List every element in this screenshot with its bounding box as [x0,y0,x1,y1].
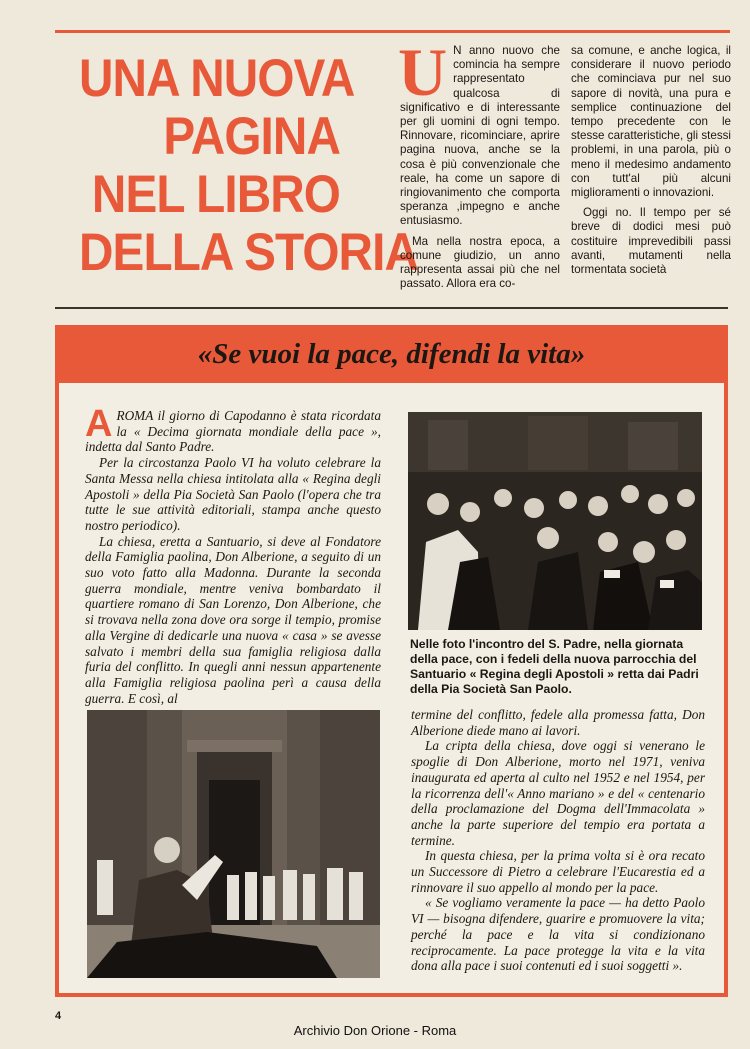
photo-church-image [87,710,380,978]
article-left-p1: ROMA il giorno di Capodanno è stata ricordata la « Decima giornata mondiale della pace », indetta dal Santo Padre. [85,408,381,455]
article-right-column [411,707,705,974]
box-title: «Se vuoi la pace, difendi la vita» [197,338,586,370]
article-dropcap: A [85,403,113,445]
article-left-p2: Per la circostanza Paolo VI ha voluto celebrare la Santa Messa nella chiesa intitolata alla « Regina degli Apostoli » della Pia Società San Paolo (l'opera che tra tutte le sue attività editoriali, stampa anche questo nostro periodico). [85,455,381,533]
intro-col2-p1: sa comune, e anche logica, il considerare il nuovo periodo che cominciava pur nel suo sapore di novità, una pura e semplice continuazione del tempo precedente con le stesse caratteristiche, gli stessi problemi, in una parola, più o meno il medesimo andamento con tutt'al più alcuni miglioramenti o innovazioni. [571,44,731,200]
headline-line-4: DELLA STORIA [79,223,419,282]
article-right-p4: « Se vogliamo veramente la pace — ha detto Paolo VI — bisogna difendere, guarire e promuovere la vita; perché la pace e la vita si condizionano reciprocamente. La pace protegge la vita e la vita dona alla pace i suoi contenuti ed i suoi soggetti ». [411,895,705,974]
intro-col1-p2: Ma nella nostra epoca, a comune giudizio, un anno rappresenta assai più che nel passato. Allora era co- [400,234,560,291]
headline-line-1: UNA NUOVA [79,49,355,108]
photo-crowd [408,412,702,630]
photo-caption: Nelle foto l'incontro del S. Padre, nella giornata della pace, con i fedeli della nuova parrocchia del Santuario « Regina degli Apostoli » retta dai Padri della Pia Società San Paolo. [410,637,699,696]
intro-column-2 [571,44,731,283]
intro-dropcap: U [398,34,448,110]
article-right-p3: In questa chiesa, per la prima volta si è ora recato un Successore di Pietro a celebrare l'Eucarestia ed a rinnovare il suo appello al mondo per la pace. [411,848,705,895]
section-rule [55,307,728,309]
archive-credit: Archivio Don Orione - Roma [293,1023,457,1038]
intro-col1-p1: N anno nuovo che comincia ha sempre rappresentato qualcosa di significativo e di interessante per gli uomini di ogni tempo. Rinnovare, ricominciare, aprire pagina nuova, anche se la cosa è più convenzionale che reale, ha come un sapore di ringiovanimento che comporta speranza ,impegno e anche entusiasmo. [400,44,560,228]
headline [79,49,419,282]
article-left-p3: La chiesa, eretta a Santuario, si deve al Fondatore della Famiglia paolina, Don Alberione, a seguito di un suo voto fatto alla Madonna. Durante la seconda guerra mondiale, mentre veniva bombardato il quartiere romano di San Lorenzo, Don Alberione, che si trovava nella zona dove ora sorge il tempio, promise alla Vergine di dedicarle una nuova « casa » se avesse salvato i membri della sua famiglia religiosa dalla furia del conflitto. In quegli anni nessun appartenente alla Famiglia religiosa paolina perì a causa della guerra. E così, al [85,533,381,706]
intro-col2-p2: Oggi no. Il tempo per sé breve di dodici mesi può costituire imprevedibili passi avanti, mutamenti nella tormentata società [571,206,731,277]
top-rule [55,30,730,33]
intro-column-1 [398,34,560,297]
headline-line-3: NEL LIBRO [91,165,340,224]
article-left-column [85,403,381,706]
article-right-p2: La cripta della chiesa, dove oggi si venerano le spoglie di Don Alberione, morto nel 1971, veniva inaugurata ed aperta al culto nel 1952 e nel 1954, per la ricorrenza dell'« Anno mariano » e del « centenario della proclamazione del Dogma dell'Immacolata » anche la parte superiore del tempio era portata a termine. [411,738,705,848]
article-right-p1: termine del conflitto, fedele alla promessa fatta, Don Alberione diede mano ai lavori. [411,707,705,738]
page-number: 4 [55,1010,62,1022]
photo-crowd-image [408,412,702,630]
photo-church [87,710,380,978]
headline-line-2: PAGINA [163,107,340,166]
